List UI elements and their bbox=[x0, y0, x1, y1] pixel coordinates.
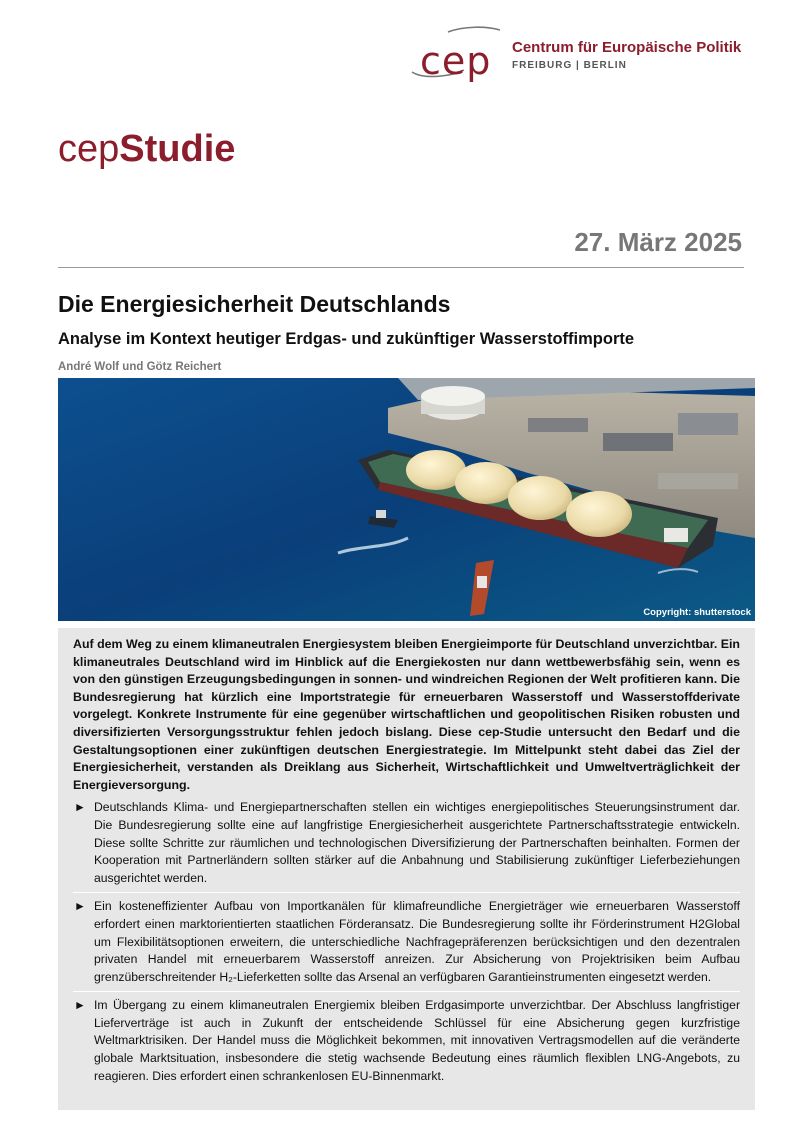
key-point-text: Deutschlands Klima- und Energiepartnerschaften stellen ein wichtiges energiepolitisches Steuerungsinstrument dar. Die Bundesregierung sollte eine auf langfristige Energiesicherheit ausgerichtete Partnerschaftsstrategie entwickeln. Diese sollte Schritte zur räumlichen und technologischen Diversifizierung der Partnerschaften beinhalten. Formen der Kooperation mit Partnerländern sollten stärker auf die Anbahnung und Stabilisierung zukünftiger Lieferbeziehungen ausgerichtet werden. bbox=[94, 800, 740, 885]
key-point-text: Ein kosteneffizienter Aufbau von Importkanälen für klimafreundliche Energieträger wie erneuerbaren Wasserstoff erfordert einen marktorientierten staatlichen Förderansatz. Die Bundesregierung sollte ihr Förderinstrument H2Global um Flexibilitätsoptionen erweitern, die unterschiedliche Nachfragepräferenzen berücksichtigen und den dezentralen privaten Handel mit erneuerbarem Wasserstoff anreizen. Zur Absicherung von Projektrisiken beim Aufbau grenzüberschreitender H₂-Lieferketten sollte das Arsenal an verfügbaren Garantieinstrumenten eingesetzt werden. bbox=[94, 899, 740, 984]
abstract-box bbox=[58, 628, 755, 1110]
series-title bbox=[58, 130, 235, 168]
series-prefix: cep bbox=[58, 128, 120, 170]
divider bbox=[73, 892, 740, 893]
cep-logo bbox=[404, 26, 749, 83]
org-name: Centrum für Europäische Politik bbox=[512, 39, 742, 56]
arrow-right-icon: ► bbox=[74, 899, 86, 914]
divider bbox=[73, 991, 740, 992]
org-cities: FREIBURG | BERLIN bbox=[512, 60, 627, 71]
arrow-right-icon: ► bbox=[74, 800, 86, 815]
hero-image bbox=[58, 378, 755, 621]
key-point bbox=[73, 898, 740, 986]
key-point bbox=[73, 799, 740, 887]
divider bbox=[58, 267, 744, 268]
key-point-text: Im Übergang zu einem klimaneutralen Energiemix bleiben Erdgasimporte unverzichtbar. Der Abschluss langfristiger Lieferverträge ist auch in Zukunft der entscheidende Schlüssel für eine Absicherung gegen kurzfristige Weltmarktrisiken. Der Handel muss die Möglichkeit bekommen, mit innovativen Vertragsmodellen auf die veränderte globale Marktsituation, insbesondere die stetig wachsende Bedeutung eines räumlich flexiblen LNG-Angebots, zu reagieren. Dies erfordert einen schrankenlosen EU-Binnenmarkt. bbox=[94, 998, 740, 1083]
authors: André Wolf und Götz Reichert bbox=[58, 361, 222, 373]
arrow-right-icon: ► bbox=[74, 998, 86, 1013]
key-point bbox=[73, 997, 740, 1085]
abstract-intro: Auf dem Weg zu einem klimaneutralen Energiesystem bleiben Energieimporte für Deutschland unverzichtbar. Ein klimaneutrales Deutschland wird im Hinblick auf die Energiekosten nur dann wettbewerbsfähig sein, wenn es von den günstigen Erzeugungsbedingungen in sonnen- und windreichen Regionen der Welt profitieren kann. Die Bundesregierung hat kürzlich eine Importstrategie für erneuerbaren Wasserstoff und Wasserstoffderivate vorgelegt. Konkrete Instrumente für eine gegenüber wirtschaftlichen und geopolitischen Risiken robusten und diversifizierten Versorgungsstruktur fehlen jedoch bislang. Diese cep-Studie untersucht den Bedarf und die Gestaltungsoptionen einer zukünftigen deutschen Energiestrategie. Im Mittelpunkt steht dabei das Ziel der Energiesicherheit, verstanden als Dreiklang aus Sicherheit, Wirtschaftlichkeit und Umweltverträglichkeit der Energieversorgung. bbox=[73, 637, 740, 792]
publication-date: 27. März 2025 bbox=[574, 227, 742, 257]
lng-tanker-illustration bbox=[58, 378, 755, 621]
document-title: Die Energiesicherheit Deutschlands bbox=[58, 291, 451, 317]
series-name: Studie bbox=[119, 128, 236, 170]
logo-wordmark: cep bbox=[420, 39, 492, 83]
document-subtitle: Analyse im Kontext heutiger Erdgas- und zukünftiger Wasserstoffimporte bbox=[58, 330, 635, 348]
image-copyright: Copyright: shutterstock bbox=[643, 607, 751, 618]
